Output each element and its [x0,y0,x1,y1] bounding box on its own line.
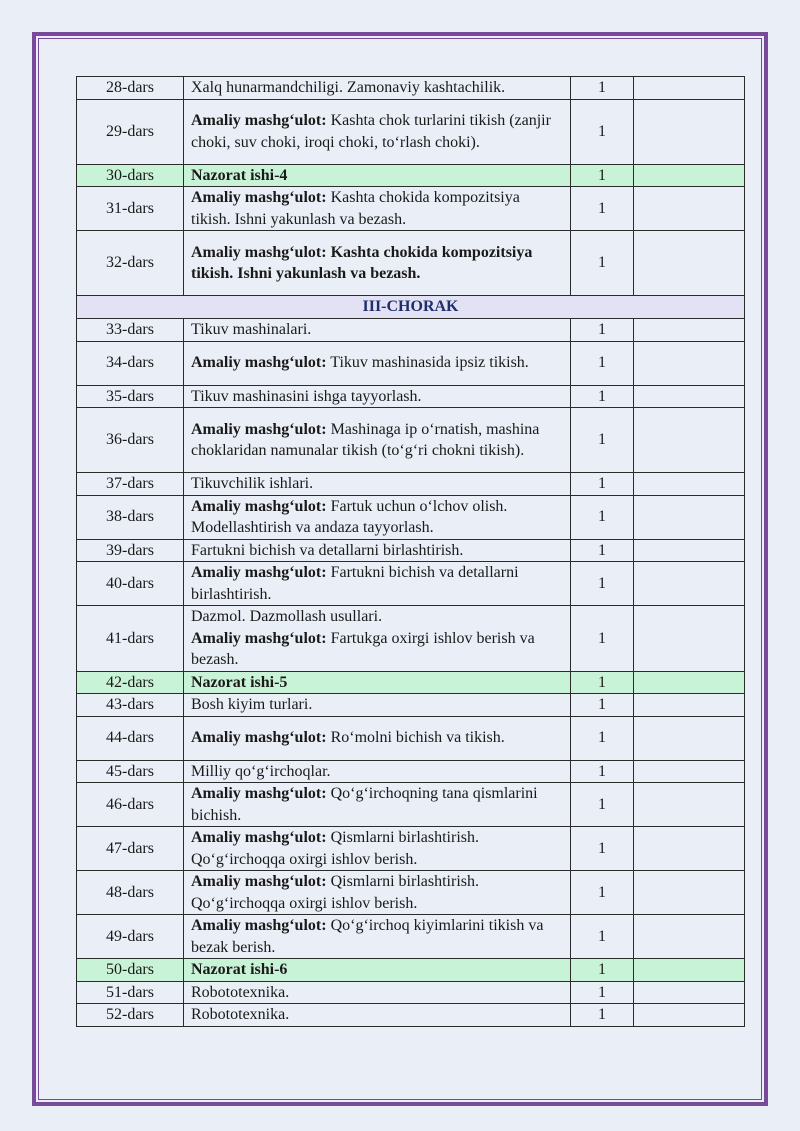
lesson-row [77,77,745,100]
lesson-number-cell: 42-dars [77,671,184,694]
lesson-row [77,915,745,959]
lesson-topic-text: Nazorat ishi-5 [191,673,288,691]
lesson-row [77,783,745,827]
lesson-row [77,760,745,783]
lesson-date-cell [634,99,745,164]
lesson-topic-cell [184,408,571,473]
lesson-number-cell: 50-dars [77,959,184,982]
quarter-header-row [77,296,745,319]
lesson-date-cell [634,760,745,783]
lesson-row [77,1004,745,1027]
lesson-date-cell [634,959,745,982]
lesson-hours-cell: 1 [571,981,634,1004]
lesson-number-cell: 37-dars [77,473,184,496]
lesson-row [77,716,745,760]
lesson-row [77,473,745,496]
lesson-number-cell: 47-dars [77,827,184,871]
lesson-hours-cell: 1 [571,871,634,915]
practical-lesson-label: Amaliy mashg‘ulot: [191,729,327,747]
lesson-date-cell [634,495,745,539]
lesson-hours-cell: 1 [571,408,634,473]
lesson-hours-cell: 1 [571,99,634,164]
lesson-hours-cell: 1 [571,539,634,562]
lesson-row [77,694,745,717]
lesson-topic-cell [184,959,571,982]
lesson-topic-cell [184,716,571,760]
lesson-topic-cell [184,539,571,562]
lesson-number-cell: 29-dars [77,99,184,164]
lesson-row [77,562,745,606]
lesson-number-cell: 36-dars [77,408,184,473]
lesson-hours-cell: 1 [571,319,634,342]
lesson-topic-cell [184,606,571,672]
lesson-date-cell [634,671,745,694]
lesson-number-cell: 52-dars [77,1004,184,1027]
lesson-topic-text: Bosh kiyim turlari. [191,696,313,713]
lesson-topic-cell [184,760,571,783]
lesson-topic-text: Ro‘molni bichish va tikish. [326,729,505,747]
lesson-row [77,827,745,871]
lesson-number-cell: 51-dars [77,981,184,1004]
lesson-topic-text: Fartukni bichish va detallarni birlashtirish. [191,541,464,559]
lesson-row [77,99,745,164]
lesson-topic-text: Milliy qo‘g‘irchoqlar. [191,762,331,780]
lesson-row [77,341,745,385]
lesson-topic-text: Kashta chokida kompozitsiya tikish. Ishni yakunlash va bezash. [191,189,520,228]
lesson-topic-cell [184,187,571,231]
lesson-number-cell: 28-dars [77,77,184,100]
lesson-number-cell: 30-dars [77,164,184,187]
lesson-topic-intro: Dazmol. Dazmollash usullari. [191,608,383,625]
lesson-topic-text: Nazorat ishi-4 [191,166,288,184]
lesson-topic-cell [184,981,571,1004]
lesson-number-cell: 32-dars [77,231,184,296]
lesson-row [77,408,745,473]
lesson-number-cell: 43-dars [77,694,184,717]
lesson-hours-cell: 1 [571,495,634,539]
lesson-number-cell: 41-dars [77,606,184,672]
lesson-number-cell: 49-dars [77,915,184,959]
lesson-hours-cell: 1 [571,1004,634,1027]
lesson-topic-cell [184,77,571,100]
lesson-row [77,981,745,1004]
lesson-hours-cell: 1 [571,606,634,672]
lesson-date-cell [634,231,745,296]
lesson-topic-text: Robototexnika. [191,1006,290,1023]
practical-lesson-label: Amaliy mashg‘ulot: [191,629,327,647]
lesson-hours-cell: 1 [571,915,634,959]
lesson-date-cell [634,827,745,871]
lesson-topic-cell [184,99,571,164]
lesson-date-cell [634,606,745,672]
lesson-number-cell: 48-dars [77,871,184,915]
practical-lesson-label: Amaliy mashg‘ulot: [191,785,327,802]
lesson-topic-cell [184,783,571,827]
lesson-topic-cell [184,871,571,915]
lesson-hours-cell: 1 [571,562,634,606]
lesson-date-cell [634,385,745,408]
lesson-topic-text: Qo‘g‘irchoqning tana qismlarini bichish. [191,785,538,824]
practical-lesson-label: Amaliy mashg‘ulot: [191,873,327,890]
lesson-topic-text: Qismlarni birlashtirish. Qo‘g‘irchoqqa oxirgi ishlov berish. [191,829,479,868]
lesson-topic-cell [184,385,571,408]
lesson-hours-cell: 1 [571,77,634,100]
practical-lesson-label: Amaliy mashg‘ulot: [191,564,327,581]
lesson-date-cell [634,871,745,915]
lesson-number-cell: 38-dars [77,495,184,539]
lesson-number-cell: 34-dars [77,341,184,385]
lesson-number-cell: 45-dars [77,760,184,783]
lesson-topic-text: Nazorat ishi-6 [191,961,288,978]
lesson-hours-cell: 1 [571,827,634,871]
lesson-topic-cell [184,694,571,717]
lesson-topic-text: Tikuv mashinasida ipsiz tikish. [326,354,529,372]
lesson-number-cell: 44-dars [77,716,184,760]
lesson-hours-cell: 1 [571,164,634,187]
lesson-date-cell [634,187,745,231]
lesson-row [77,319,745,342]
practical-lesson-label: Amaliy mashg‘ulot: [191,189,327,206]
lesson-number-cell: 35-dars [77,385,184,408]
lesson-topic-cell [184,473,571,496]
practical-lesson-label: Amaliy mashg‘ulot: [191,420,327,438]
lesson-topic-cell [184,495,571,539]
lesson-hours-cell: 1 [571,341,634,385]
control-work-row [77,671,745,694]
lesson-row [77,187,745,231]
lesson-hours-cell: 1 [571,473,634,496]
lesson-topic-cell [184,671,571,694]
lesson-date-cell [634,539,745,562]
lesson-number-cell: 40-dars [77,562,184,606]
lesson-hours-cell: 1 [571,385,634,408]
lesson-topic-cell [184,1004,571,1027]
lesson-date-cell [634,473,745,496]
lesson-hours-cell: 1 [571,671,634,694]
quarter-title: III-CHORAK [77,296,745,319]
lesson-date-cell [634,408,745,473]
control-work-row [77,959,745,982]
lesson-row [77,606,745,672]
lesson-row [77,231,745,296]
lesson-number-cell: 33-dars [77,319,184,342]
lesson-topic-cell [184,231,571,296]
lesson-number-cell: 46-dars [77,783,184,827]
lesson-hours-cell: 1 [571,959,634,982]
lesson-date-cell [634,915,745,959]
lesson-plan-table [76,76,745,1027]
lesson-hours-cell: 1 [571,694,634,717]
lesson-row [77,495,745,539]
lesson-topic-text: Fartukga oxirgi ishlov berish va bezash. [191,629,535,668]
lesson-date-cell [634,562,745,606]
lesson-date-cell [634,164,745,187]
lesson-date-cell [634,1004,745,1027]
lesson-date-cell [634,716,745,760]
lesson-topic-text: Fartukni bichish va detallarni birlashtirish. [191,564,519,603]
lesson-topic-cell [184,915,571,959]
lesson-date-cell [634,341,745,385]
lesson-row [77,539,745,562]
practical-lesson-label: Amaliy mashg‘ulot: [191,354,327,372]
lesson-number-cell: 39-dars [77,539,184,562]
lesson-number-cell: 31-dars [77,187,184,231]
lesson-hours-cell: 1 [571,231,634,296]
lesson-topic-cell [184,562,571,606]
lesson-topic-text: Kashta chokida kompozitsiya tikish. Ishni yakunlash va bezash. [191,243,533,282]
lesson-topic-text: Tikuv mashinasini ishga tayyorlash. [191,387,422,405]
control-work-row [77,164,745,187]
lesson-topic-text: Qismlarni birlashtirish. Qo‘g‘irchoqqa oxirgi ishlov berish. [191,873,479,912]
lesson-date-cell [634,783,745,827]
lesson-hours-cell: 1 [571,760,634,783]
lesson-topic-text: Tikuvchilik ishlari. [191,475,314,492]
lesson-hours-cell: 1 [571,187,634,231]
practical-lesson-label: Amaliy mashg‘ulot: [191,112,327,129]
lesson-topic-text: Tikuv mashinalari. [191,321,312,338]
lesson-topic-text: Fartuk uchun o‘lchov olish. Modellashtirish va andaza tayyorlash. [191,497,508,536]
lesson-topic-cell [184,341,571,385]
lesson-row [77,871,745,915]
practical-lesson-label: Amaliy mashg‘ulot: [191,917,327,934]
lesson-hours-cell: 1 [571,716,634,760]
lesson-topic-text: Xalq hunarmandchiligi. Zamonaviy kashtachilik. [191,79,506,96]
lesson-date-cell [634,319,745,342]
lesson-plan-body [77,77,745,1027]
lesson-topic-text: Robototexnika. [191,983,290,1001]
lesson-topic-text: Mashinaga ip o‘rnatish, mashina choklaridan namunalar tikish (to‘g‘ri chokni tikish). [191,420,540,459]
lesson-row [77,385,745,408]
lesson-date-cell [634,77,745,100]
practical-lesson-label: Amaliy mashg‘ulot: [191,243,327,261]
lesson-topic-cell [184,319,571,342]
lesson-hours-cell: 1 [571,783,634,827]
lesson-topic-cell [184,827,571,871]
lesson-topic-text: Kashta chok turlarini tikish (zanjir choki, suv choki, iroqi choki, to‘rlash choki). [191,112,551,151]
lesson-topic-text: Qo‘g‘irchoq kiyimlarini tikish va bezak berish. [191,917,544,956]
lesson-date-cell [634,981,745,1004]
lesson-topic-cell [184,164,571,187]
practical-lesson-label: Amaliy mashg‘ulot: [191,829,327,846]
lesson-date-cell [634,694,745,717]
practical-lesson-label: Amaliy mashg‘ulot: [191,497,327,515]
